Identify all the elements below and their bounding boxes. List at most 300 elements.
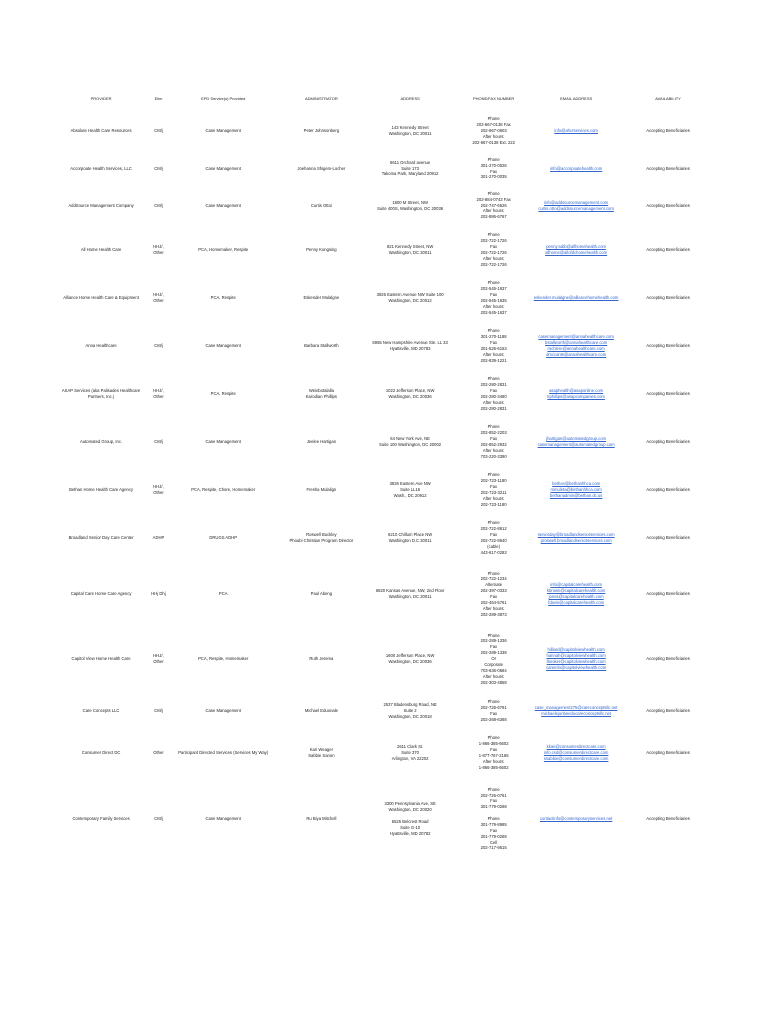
provider-name: Capital Care Home Care Agency <box>70 591 132 597</box>
address-line: 1022 Jefferson Place, NW <box>385 388 435 394</box>
administrator-line: Michael Eduonale <box>304 708 339 714</box>
email <box>530 226 622 274</box>
phone-fax-line: 703-220-3390 <box>480 453 507 459</box>
administrator-line: Ru Biya Mitchell <box>306 816 337 822</box>
provider-name: Automated Group, Inc. <box>80 439 123 445</box>
address-line: 64 New York Ave, NE <box>390 436 430 442</box>
eligibility: ADHP <box>152 535 165 541</box>
address-line: Washington, DC 20036 <box>388 659 432 664</box>
availability: Accepting Beneficiaries <box>646 391 690 397</box>
eligibility: HHJ/, Other <box>153 292 164 303</box>
administrator-line: Eskender Mulalgne <box>303 295 340 301</box>
availability: Accepting Beneficiaries <box>646 343 690 349</box>
phone-fax-line: 301-526-6153 <box>480 346 507 351</box>
address-line: 6820 Kansas Avenue, NW, 2nd Floor <box>375 588 445 594</box>
provider-name: Bethan Home Health Care Agency <box>69 487 134 493</box>
phone-fax <box>457 152 530 185</box>
address <box>363 226 457 274</box>
phone-fax-line: 202-852-2932 <box>480 442 507 447</box>
phone-fax-line: Fax <box>490 244 498 250</box>
phone-fax-line: Phone <box>487 280 500 286</box>
phone-fax-line: Phone <box>487 190 500 196</box>
address <box>363 274 457 322</box>
email-link[interactable]: bethan@bethanhhca.com <box>552 481 601 487</box>
address-line: Suite 2 <box>403 708 417 714</box>
services: Case Management <box>205 165 241 171</box>
email-link[interactable]: rochlere@annahealthcare.com <box>547 346 605 351</box>
phone-fax-line: 202-280-2831 <box>480 382 507 388</box>
phone-fax-line: 202-723-1180 <box>480 501 507 507</box>
header-administrator: ADMINISTRATOR <box>305 96 338 102</box>
table-body <box>52 110 714 862</box>
services: Case Management <box>205 816 241 822</box>
phone-fax-line: Phone <box>487 232 500 238</box>
availability: Accepting Beneficiaries <box>646 487 690 493</box>
phone-fax <box>457 776 530 862</box>
email <box>530 322 622 370</box>
address-line: Washington, DC 20020 <box>388 807 432 813</box>
phone-fax-line: 202-545-1635 <box>480 298 507 303</box>
eligibility: CM/j <box>154 439 163 445</box>
administrator <box>280 274 364 322</box>
phone-fax-line: 443-617-0283 <box>480 549 507 555</box>
phone-fax-line: After hours: <box>482 255 505 261</box>
administrator-line: Roswell Buckley <box>306 532 337 538</box>
address-line: 6611 Orchard avenue <box>390 159 431 165</box>
address-line: 143 Kennedy Street <box>391 125 429 131</box>
email <box>530 274 622 322</box>
phone-fax-line: 202-747-6526 <box>480 202 507 208</box>
email <box>530 562 622 626</box>
administrator <box>280 692 364 730</box>
phone-fax-line: 301-270-0026 <box>480 162 507 168</box>
services: Case Management <box>205 128 241 134</box>
phone-fax-line: 202-723-1180 <box>480 478 507 484</box>
table-row <box>52 226 714 274</box>
email-link[interactable]: jones@capitalcarehealth.com <box>548 594 604 599</box>
administrator-line: Phoubi Christian Program Director <box>289 538 354 543</box>
email-link[interactable]: penny.tubb@allhomehealth.com <box>546 244 607 250</box>
provider-name: ASAP Services (aka Palisades Healthcare Partners, Inc.) <box>61 388 141 399</box>
services: Case Management <box>205 708 241 714</box>
phone-fax-line: Phone <box>487 735 500 741</box>
address <box>363 730 457 776</box>
email-link[interactable]: jhartigan@automatedgroup.com <box>546 436 607 442</box>
provider-name: Capitol View Home Health Care <box>71 656 131 662</box>
address-line: Hyattsville, MD 20782 <box>389 830 431 836</box>
email-link[interactable]: kkari@consumerdirectcare.com <box>546 744 606 750</box>
address-line: 2537 Bladensburg Road, NE <box>383 702 437 708</box>
availability: Accepting Beneficiaries <box>646 535 690 541</box>
address-line: Hyattsville, MD 20783 <box>389 346 431 351</box>
phone-fax-line: After hours: <box>482 495 505 501</box>
phone-fax-line: After hours: <box>482 208 505 214</box>
services: Case Management <box>205 202 241 208</box>
address-line: Washington, DC 20036 <box>388 394 432 399</box>
email-link[interactable]: info@addsourcemanagement.com <box>544 199 609 205</box>
phone-fax-line: 202-717-9515 <box>480 845 507 851</box>
address <box>363 626 457 692</box>
table-row <box>52 185 714 226</box>
eligibility: Other <box>153 750 164 756</box>
email-link[interactable]: bstallworth@annahealthcare.com <box>545 340 608 346</box>
eligibility: HHJ/, Other <box>153 244 164 255</box>
services: PCA <box>218 591 228 597</box>
phone-fax-line: 202-268-6368 <box>480 716 507 722</box>
availability: Accepting Beneficiaries <box>646 708 690 714</box>
address <box>363 692 457 730</box>
eligibility: CM/j <box>154 165 163 171</box>
administrator-line: Paul Abeng <box>310 591 333 597</box>
availability: Accepting Beneficiaries <box>646 247 690 253</box>
phone-fax-line: Fax <box>490 168 498 174</box>
phone-fax-line: Fax <box>490 827 498 833</box>
email-link[interactable]: contactinfo@contemporaryservices.net <box>539 816 613 822</box>
administrator-line: Jeelee Hartigan <box>306 439 337 445</box>
phone-fax-line: After hours: <box>482 673 505 679</box>
services: PCA, Homemaker, Respite <box>198 247 249 253</box>
phone-fax <box>457 226 530 274</box>
phone-fax <box>457 730 530 776</box>
table-row <box>52 562 714 626</box>
administrator <box>280 152 364 185</box>
provider-name: All Home Health Care <box>80 247 122 253</box>
table-row <box>52 274 714 322</box>
address-line: Suite 100 Washington, DC 20002 <box>379 442 442 447</box>
table-row <box>52 466 714 514</box>
phone-fax-line: 202-280-3480 <box>480 394 507 399</box>
phone-fax-line: 202-667-0138 Ext. 222 <box>472 139 515 145</box>
provider-name: AddSource Management Company <box>68 202 134 208</box>
administrator <box>280 418 364 466</box>
phone-fax <box>457 110 530 152</box>
email-link[interactable]: kphillips@asapcompanies.com <box>547 394 605 399</box>
phone-fax-line: Cell <box>490 839 498 845</box>
phone-fax-line: 1-877-767-2165 <box>478 753 509 758</box>
table-row <box>52 776 714 862</box>
provider-name: Absolute Health Care Resources <box>70 128 132 134</box>
phone-fax-line: Phone <box>487 156 500 162</box>
email-link[interactable]: hannah@capitolviewhealth.com <box>546 653 606 659</box>
phone-fax-line: After hours: <box>482 758 505 764</box>
email-link[interactable]: careinfo@capitolviewhealth.com <box>546 664 607 670</box>
phone-fax-line: 202-303-4858 <box>480 679 507 685</box>
address-line: 3300 Pennsylvania Ave, SE <box>384 801 436 807</box>
email <box>530 152 622 185</box>
header-provider: PROVIDER <box>90 96 112 102</box>
address <box>363 466 457 514</box>
services: Participant Directed Services (Services My Way) <box>178 750 269 756</box>
address-line: Suite 370 <box>401 750 419 756</box>
header-address: ADDRESS <box>400 96 420 102</box>
administrator <box>280 110 364 152</box>
email-link[interactable]: case_management275@careconceptsllc.net <box>534 705 618 711</box>
phone-fax-line: Phone <box>487 632 500 638</box>
phone-fax-line: Fax <box>490 388 498 394</box>
provider-name: Alliance Home Health Care & Equipment <box>63 295 139 301</box>
phone-fax-line: 202-280-2831 <box>480 405 507 411</box>
phone-fax-line: Phone <box>487 376 500 382</box>
phone-fax-line: Phone <box>487 116 500 122</box>
phone-fax <box>457 562 530 626</box>
phone-fax-line: After hours: <box>482 447 505 453</box>
phone-fax-line: 202-722-1234 <box>480 576 507 582</box>
phone-fax-line: After hours: <box>482 133 505 139</box>
address-line: Suite 400S, Washington, DC 20036 <box>377 205 444 211</box>
phone-fax-line: Fax <box>490 484 498 490</box>
phone-fax-line: 301-779-8985 <box>480 821 507 827</box>
email-link[interactable]: info@capitalcarehealth.com <box>550 582 602 588</box>
email-link[interactable]: asaphealth@asaponline.com <box>549 388 604 394</box>
table-row <box>52 418 714 466</box>
email-link[interactable]: proswell.broadlandseniorservices.com <box>540 538 612 543</box>
availability: Accepting Beneficiaries <box>646 295 690 301</box>
phone-fax <box>457 185 530 226</box>
eligibility: CM/j <box>154 343 163 349</box>
phone-fax-line: 202-886-6767 <box>480 214 507 220</box>
phone-fax-line: Fax <box>490 436 498 442</box>
address-line: 1800 M Street, NW <box>392 199 428 205</box>
address-line: 6955 New Hampshire Avenue Ste. LL 33 <box>372 340 448 346</box>
eligibility: HHJ/, Other <box>153 484 164 495</box>
phone-fax-line: 202-722-8640 <box>480 538 507 543</box>
phone-fax-line: 202-667-0603 <box>480 128 507 134</box>
address-line: Washington D.C 20011 <box>388 538 432 543</box>
eligibility: HHJ/, Other <box>153 388 164 399</box>
phone-fax-line: 202-852-2203 <box>480 430 507 436</box>
email-link[interactable]: hilliard@capitolviewhealth.com <box>547 647 605 653</box>
phone-fax-line: 202-722-8612 <box>480 526 507 532</box>
email <box>530 692 622 730</box>
administrator <box>280 514 364 562</box>
provider-name: Broadland Senior Day Care Center <box>68 535 134 541</box>
address-line: 3926 Eastern Avenue NW Suite 100 <box>376 292 444 298</box>
table-row <box>52 110 714 152</box>
email-link[interactable]: eskender.mulalgne@alliancehomehealth.com <box>533 295 619 301</box>
phone-fax <box>457 626 530 692</box>
phone-fax-line: 301-270-0035 <box>480 174 507 180</box>
phone-fax-line: 202-722-1726 <box>480 250 507 255</box>
address-line: Washington, DC 20018 <box>388 713 432 719</box>
phone-fax-line: Phone <box>487 699 500 705</box>
address <box>363 152 457 185</box>
email-link[interactable]: seniorday@broadlandseniorservices.com <box>537 532 615 538</box>
email-link[interactable]: kbrown@capitalcarehealth.com <box>546 588 606 594</box>
phone-fax-line: After hours: <box>482 605 505 611</box>
phone-fax-line: Fax <box>490 532 498 538</box>
phone-fax <box>457 514 530 562</box>
phone-fax-line: 202-722-1726 <box>480 238 507 244</box>
phone-fax-line: Phone <box>487 570 500 576</box>
administrator-line: Ruth Jerema <box>309 656 334 662</box>
eligibility: CM/j <box>154 816 163 822</box>
email-link[interactable]: ssabbie@consumerdirectcare.com <box>543 755 609 761</box>
phone-fax-line: 202-545-1637 <box>480 309 507 315</box>
phone-fax-line: After hours: <box>482 303 505 309</box>
services: PCA, Respite <box>210 391 236 397</box>
services: PCA, Respite, Chore, Homemaker <box>191 487 256 493</box>
availability: Accepting Beneficiaries <box>646 439 690 445</box>
phone-fax-line: 202-397-0333 <box>480 588 507 594</box>
address-line: 6210 Chillum Place NW <box>388 532 433 538</box>
provider-name: Accorpoate Health Services, LLC <box>70 165 132 171</box>
services: PCA, Respite <box>210 295 236 301</box>
availability: Accepting Beneficiaries <box>646 128 690 134</box>
header-email: EMAIL ADDRESS <box>560 96 593 102</box>
administrator <box>280 322 364 370</box>
email-link[interactable]: curtis.otto@addsourcemanagement.com <box>538 205 614 211</box>
administrator-line: Barbara Stallworth <box>304 343 339 349</box>
phone-fax-line: 202-726-0761 <box>480 792 507 798</box>
administrator <box>280 466 364 514</box>
phone-fax-line: After hours: <box>482 399 505 405</box>
address-line: 6525 Belcrest Road <box>391 819 429 824</box>
phone-fax <box>457 370 530 418</box>
address <box>363 110 457 152</box>
phone-fax-line: (cable) <box>487 543 501 549</box>
phone-fax-line: 301-270-1188 <box>480 334 507 340</box>
administrator-line: Fresha Mulalign <box>306 487 337 493</box>
eligibility: CM/j <box>154 128 163 134</box>
provider-name: Consumer Direct DC <box>81 750 121 756</box>
administrator-line: Curtis Ottoi <box>310 202 332 208</box>
table-row <box>52 322 714 370</box>
phone-fax-line: 1-866-385-6602 <box>478 741 509 747</box>
phone-fax-line: Phone <box>487 328 500 334</box>
email-link[interactable]: mmuleta@bethanhhca.com <box>550 487 602 493</box>
email-link[interactable]: info@ahcrservices.com <box>554 128 598 134</box>
administrator-line: Karodian Phillips <box>305 394 337 399</box>
availability: Accepting Beneficiaries <box>646 816 690 822</box>
phone-fax-line: 202-289-3873 <box>480 611 507 617</box>
availability: Accepting Beneficiaries <box>646 656 690 662</box>
phone-fax-line: 202-545-1637 <box>480 286 507 292</box>
email-link[interactable]: info.csd@consumerdirectcare.com <box>543 750 609 756</box>
email <box>530 514 622 562</box>
table-row <box>52 370 714 418</box>
email-link[interactable]: fdavis@capitalcarehealth.com <box>548 599 605 605</box>
table-row <box>52 626 714 692</box>
administrator-line: Joehanna Shigem-Locher <box>297 165 346 171</box>
administrator <box>280 776 364 862</box>
provider-table <box>52 88 714 862</box>
address-line: 3926 Eastern Ave NW <box>389 481 431 487</box>
phone-fax-line: After hours: <box>482 351 505 357</box>
address-line: 821 Kennedy Street, NW <box>386 244 434 250</box>
availability: Accepting Beneficiaries <box>646 202 690 208</box>
phone-fax-line: Corporate <box>484 661 503 667</box>
administrator <box>280 226 364 274</box>
email-link[interactable]: lbooker@capitolviewhealth.com <box>546 659 606 664</box>
phone-fax-line: 202-464-5761 <box>480 599 507 605</box>
availability: Accepting Beneficiaries <box>646 591 690 597</box>
administrator-line: Sabbie Sanon <box>308 753 335 758</box>
phone-fax-line: Alternate <box>485 582 503 588</box>
phone-fax <box>457 692 530 730</box>
phone-fax-line: 202-289-1336 <box>480 638 507 644</box>
phone-fax <box>457 274 530 322</box>
services: PCA, Respite, Homemaker <box>198 656 249 662</box>
phone-fax-line: Fax <box>490 594 498 599</box>
email-link[interactable]: bethanadmin@bethan.dc.us <box>549 492 603 498</box>
email-link[interactable]: allhome@allofdchomehealth.com <box>545 250 608 255</box>
phone-fax-line: 202-726-6791 <box>480 705 507 711</box>
phone-fax-line: Fax <box>490 747 498 753</box>
administrator-line: Weinbotalalla <box>308 388 334 394</box>
availability: Accepting Beneficiaries <box>646 750 690 756</box>
email <box>530 776 622 862</box>
email-link[interactable]: info@accorpoatehealth.com <box>550 165 603 171</box>
phone-fax-line: Fax <box>490 644 498 650</box>
services: Case Management <box>205 343 241 349</box>
administrator-line: Kari Weager <box>309 747 333 753</box>
administrator <box>280 562 364 626</box>
phone-fax-line: Fax <box>490 292 498 298</box>
phone-fax <box>457 466 530 514</box>
table-row <box>52 152 714 185</box>
phone-fax-line: 202-667-0138 Fax <box>476 122 511 128</box>
email <box>530 418 622 466</box>
phone-fax-line: 202-884-0743 Fax <box>476 196 511 202</box>
table-row <box>52 692 714 730</box>
address <box>363 322 457 370</box>
header-phone: PHONE/FAX NUMBER <box>472 96 515 102</box>
address-line: Suite G-10 <box>400 824 421 830</box>
email <box>530 185 622 226</box>
phone-fax-line: Fax <box>490 798 498 804</box>
address <box>363 514 457 562</box>
phone-fax-line: 202-722-1726 <box>480 261 507 267</box>
address <box>363 418 457 466</box>
phone-fax-line: Fax <box>490 340 498 346</box>
eligibility: HHJ/, Other <box>153 653 164 664</box>
address-line: Washington, DC 20011 <box>388 131 432 136</box>
administrator <box>280 370 364 418</box>
address-line: Washington, DC 20011 <box>388 250 432 255</box>
email-link[interactable]: casemanagement@annahealthcare.com <box>538 334 614 340</box>
address <box>363 562 457 626</box>
email-link[interactable]: michaelejunbeeducareconceptsllc.net <box>541 711 612 716</box>
phone-fax-line: Phone <box>487 424 500 430</box>
email-link[interactable]: casemanagement@automatedgroup.com <box>537 442 615 447</box>
administrator-line: Peter Johnsonberg <box>303 128 340 134</box>
header-availability: AVAILABILITY <box>655 96 681 102</box>
provider-name: Anna Healthcare <box>85 343 117 349</box>
phone-fax-line: Phone <box>487 786 500 792</box>
availability: Accepting Beneficiaries <box>646 165 690 171</box>
phone-fax-line: 202-289-1338 <box>480 650 507 656</box>
phone-fax-line: Or <box>491 656 496 662</box>
administrator-line: Penny Kungsing <box>306 247 337 253</box>
phone-fax-line: 202-723-3211 <box>480 490 507 495</box>
address-line: Wash., DC 20912 <box>393 492 427 498</box>
provider-name: Contemporary Family Services <box>72 816 130 822</box>
table-row <box>52 730 714 776</box>
table-header-row <box>52 88 714 110</box>
phone-fax-line: Phone <box>487 816 500 822</box>
phone-fax-line: 301-779-0268 <box>480 804 507 810</box>
email-link[interactable]: dmccants@annahealthcare.com <box>546 351 607 357</box>
administrator <box>280 730 364 776</box>
address-line: Washington, DC 20012 <box>388 298 432 303</box>
header-services: EPD Service(s) Provided <box>201 96 246 102</box>
header-eligibility: Elim <box>154 96 163 102</box>
services: Case Management <box>205 439 241 445</box>
services: DRUGS ADHP <box>209 535 238 541</box>
address <box>363 776 457 862</box>
address-line: Takoma Park, Maryland 20912 <box>381 171 439 177</box>
phone-fax-line: Fax <box>490 711 498 716</box>
